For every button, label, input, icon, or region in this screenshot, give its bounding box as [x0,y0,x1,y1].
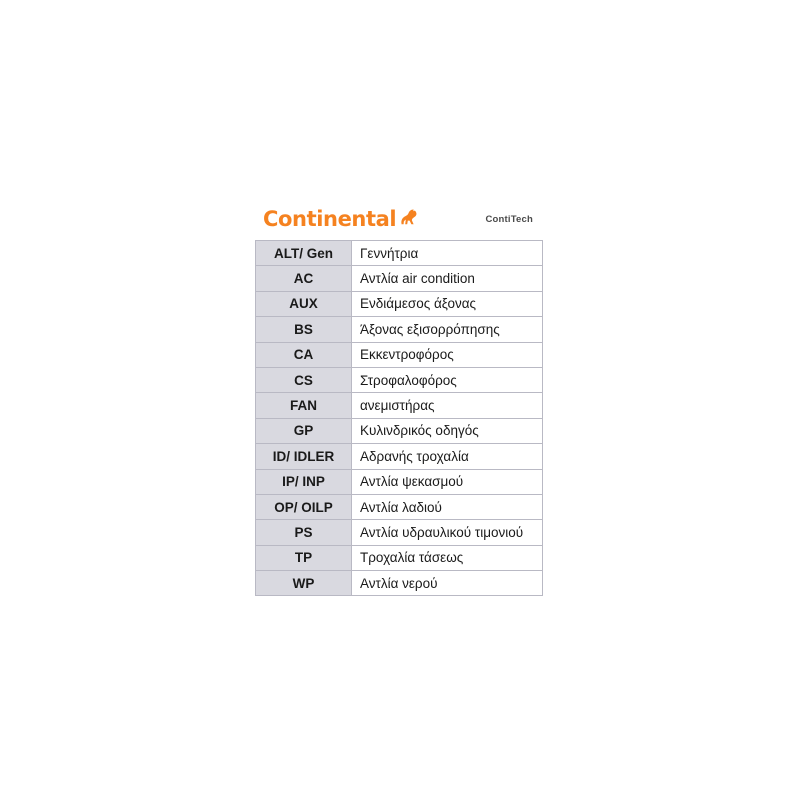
abbr-description: Άξονας εξισορρόπησης [352,317,543,342]
table-body [256,241,543,596]
table-row [256,520,543,545]
abbr-code: FAN [256,393,352,418]
table-row [256,241,543,266]
continental-wordmark: Continental [263,206,397,231]
table-row [256,444,543,469]
abbr-description: Ενδιάμεσος άξονας [352,291,543,316]
table-row [256,571,543,596]
abbr-code: BS [256,317,352,342]
abbr-description: Γεννήτρια [352,241,543,266]
table-row [256,291,543,316]
abbr-code: OP/ OILP [256,494,352,519]
table-row [256,367,543,392]
abbr-description: Αντλία υδραυλικού τιμονιού [352,520,543,545]
abbreviation-table [255,240,543,596]
abbr-description: Στροφαλοφόρος [352,367,543,392]
abbr-description: Αντλία νερού [352,571,543,596]
table-row [256,342,543,367]
abbr-code: ALT/ Gen [256,241,352,266]
contitech-label: ContiTech [485,213,533,225]
table-row [256,393,543,418]
abbr-description: Αντλία λαδιού [352,494,543,519]
table-row [256,545,543,570]
table-row [256,317,543,342]
running-horse-icon [398,207,420,232]
table-row [256,469,543,494]
abbr-description: Αδρανής τροχαλία [352,444,543,469]
abbreviation-sheet [255,198,543,596]
abbr-description: Εκκεντροφόρος [352,342,543,367]
abbr-description: Αντλία ψεκασμού [352,469,543,494]
abbr-code: AC [256,266,352,291]
abbr-code: TP [256,545,352,570]
abbr-description: ανεμιστήρας [352,393,543,418]
table-row [256,266,543,291]
abbr-code: ID/ IDLER [256,444,352,469]
table-row [256,418,543,443]
table-row [256,494,543,519]
brand-header [255,198,543,240]
abbr-code: PS [256,520,352,545]
abbr-code: AUX [256,291,352,316]
abbr-code: GP [256,418,352,443]
abbr-description: Κυλινδρικός οδηγός [352,418,543,443]
abbr-code: CS [256,367,352,392]
abbr-description: Τροχαλία τάσεως [352,545,543,570]
brand-logo [263,207,420,232]
abbr-code: WP [256,571,352,596]
abbr-code: IP/ INP [256,469,352,494]
abbr-description: Αντλία air condition [352,266,543,291]
abbr-code: CA [256,342,352,367]
